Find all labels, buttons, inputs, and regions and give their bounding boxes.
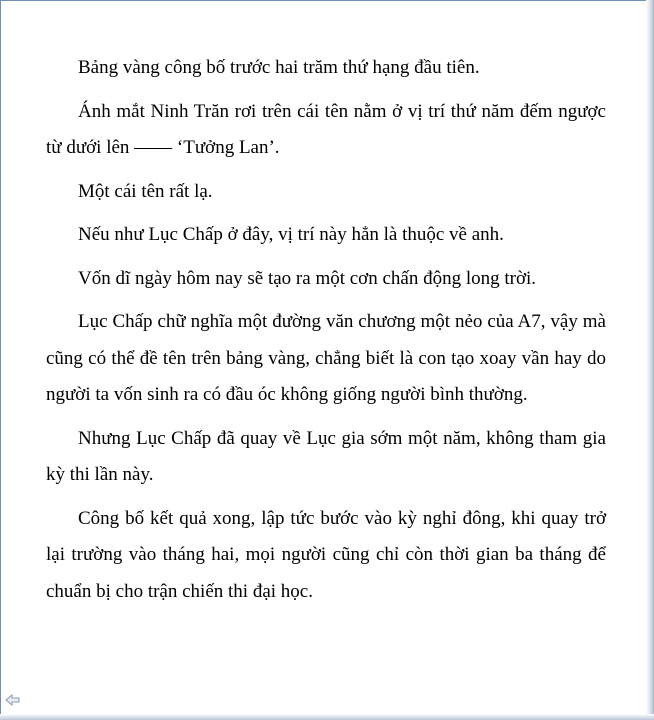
paragraph-7: Nhưng Lục Chấp đã quay về Lục gia sớm một năm, không tham gia kỳ thi lần này. <box>46 427 606 485</box>
paragraph-8: Công bố kết quả xong, lập tức bước vào kỳ nghỉ đông, khi quay trở lại trường vào tháng hai, mọi người cũng chỉ còn thời gian ba tháng để chuẩn bị cho trận chiến thi đại học. <box>46 507 606 602</box>
arrow-left-icon[interactable] <box>5 693 21 707</box>
paragraph-6: Lục Chấp chữ nghĩa một đường văn chương một nẻo của A7, vậy mà cũng có thể đề tên trên bảng vàng, chẳng biết là con tạo xoay vần hay do người ta vốn sinh ra có đầu óc không giống người bình thường. <box>46 311 606 405</box>
page-edge-shadow-bottom <box>0 714 654 720</box>
page-edge-shadow-right <box>646 0 654 720</box>
paragraph-1: Bảng vàng công bố trước hai trăm thứ hạng đầu tiên. <box>78 57 480 78</box>
document-body <box>46 50 606 617</box>
paragraph-5: Vốn dĩ ngày hôm nay sẽ tạo ra một cơn chấn động long trời. <box>78 267 537 289</box>
paragraph-4: Nếu như Lục Chấp ở đây, vị trí này hẳn là thuộc về anh. <box>78 224 504 245</box>
paragraph-3: Một cái tên rất lạ. <box>78 180 213 202</box>
paragraph-2: Ánh mắt Ninh Trăn rơi trên cái tên nằm ở vị trí thứ năm đếm ngược từ dưới lên —— ‘Tưởng Lan’. <box>46 100 606 158</box>
